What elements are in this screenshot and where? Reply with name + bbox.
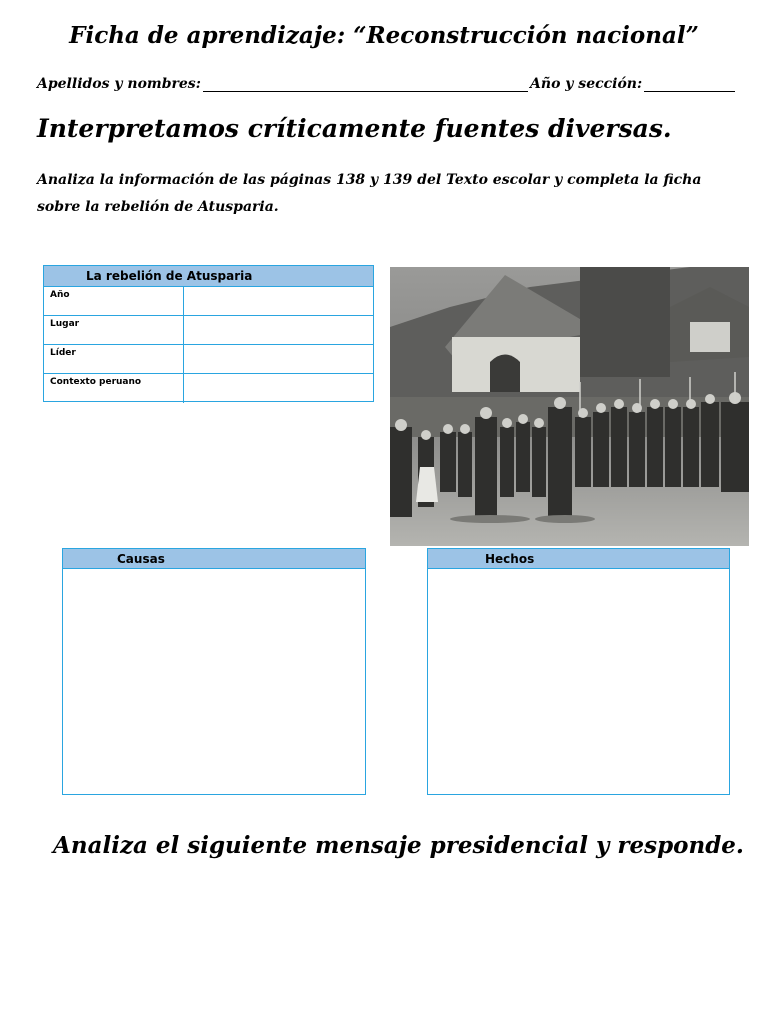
causes-answer-area[interactable] bbox=[63, 569, 365, 794]
facts-answer-area[interactable] bbox=[428, 569, 729, 794]
name-label: Apellidos y nombres: bbox=[37, 76, 201, 92]
row-label-context: Contexto peruano bbox=[44, 374, 184, 403]
section-heading-interpret: Interpretamos críticamente fuentes diversas. bbox=[37, 114, 672, 143]
table-row bbox=[44, 287, 373, 316]
row-label-leader: Líder bbox=[44, 345, 184, 373]
causes-title: Causas bbox=[63, 549, 365, 569]
row-label-place: Lugar bbox=[44, 316, 184, 344]
section-heading-presidential-message: Analiza el siguiente mensaje presidencial y responde. bbox=[53, 832, 744, 859]
facts-title: Hechos bbox=[428, 549, 729, 569]
year-answer-cell[interactable] bbox=[184, 287, 373, 315]
name-field[interactable] bbox=[203, 77, 528, 92]
table-row bbox=[44, 316, 373, 345]
place-answer-cell[interactable] bbox=[184, 316, 373, 344]
page-title: Ficha de aprendizaje: “Reconstrucción nacional” bbox=[69, 22, 699, 49]
facts-box bbox=[427, 548, 730, 795]
historical-photo bbox=[390, 267, 749, 546]
section-label: Año y sección: bbox=[530, 76, 643, 92]
context-answer-cell[interactable] bbox=[184, 374, 373, 403]
student-info-line bbox=[37, 76, 737, 92]
rebellion-table bbox=[43, 265, 374, 402]
section-field[interactable] bbox=[644, 77, 735, 92]
table-row bbox=[44, 374, 373, 403]
rebellion-table-title: La rebelión de Atusparia bbox=[44, 266, 373, 287]
causes-box bbox=[62, 548, 366, 795]
instruction-text: Analiza la información de las páginas 138 y 139 del Texto escolar y completa la ficha sobre la rebelión de Atusparia. bbox=[37, 172, 702, 215]
table-row bbox=[44, 345, 373, 374]
row-label-year: Año bbox=[44, 287, 184, 315]
leader-answer-cell[interactable] bbox=[184, 345, 373, 373]
